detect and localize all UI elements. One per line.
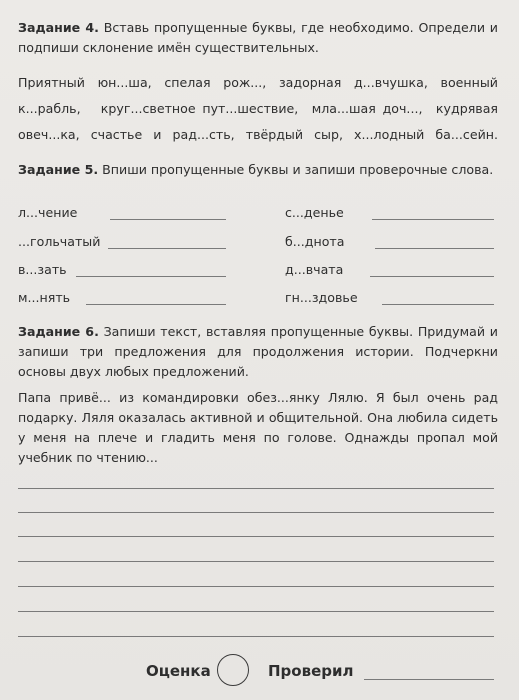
task5-right-word-1: с...денье <box>285 205 344 220</box>
task5-right-word-4: гн...здовье <box>285 290 358 305</box>
task5-label: Задание 5. <box>18 162 99 177</box>
task5-instruction <box>18 160 498 180</box>
grade-label: Оценка <box>146 662 211 680</box>
task5-left-word-2: ...гольчатый <box>18 234 101 249</box>
answer-line[interactable] <box>76 276 226 277</box>
task5-left-word-3: в...зать <box>18 262 67 277</box>
writing-line[interactable] <box>18 512 494 513</box>
task6-label: Задание 6. <box>18 324 99 339</box>
task4-text <box>18 70 498 148</box>
task4-text-line2: к...рабль, круг...светное пут...шествие, мла...шая доч..., кудрявая <box>18 101 498 116</box>
answer-line[interactable] <box>86 304 226 305</box>
answer-line[interactable] <box>370 276 494 277</box>
answer-line[interactable] <box>375 248 494 249</box>
grade-circle[interactable] <box>217 654 249 686</box>
task5-left-word-1: л...чение <box>18 205 78 220</box>
task6-instruction <box>18 322 498 382</box>
task5-right-word-3: д...вчата <box>285 262 344 277</box>
answer-line[interactable] <box>372 219 494 220</box>
task5-left-word-4: м...нять <box>18 290 71 305</box>
writing-line[interactable] <box>18 586 494 587</box>
footer <box>0 652 519 692</box>
task4-instruction <box>18 18 498 58</box>
task4-text-line1: Приятный юн...ша, спелая рож..., задорная д...вчушка, военный <box>18 75 498 90</box>
writing-line[interactable] <box>18 536 494 537</box>
answer-line[interactable] <box>382 304 494 305</box>
task6-text: Папа привё... из командировки обез...янку Лялю. Я был очень рад подарку. Ляля оказалась активной и общительной. Она любила сидеть у меня на плече и гладить меня по голове. Однажды пропал мой учебник по чтению... <box>18 390 498 465</box>
signature-line[interactable] <box>364 679 494 680</box>
task4-text-line3: овеч...ка, счастье и рад...сть, твёрдый сыр, х...лодный ба...сейн. <box>18 127 498 142</box>
task6-instruction-text: Запиши текст, вставляя пропущенные буквы. Придумай и запиши три предложения для продолжения истории. Подчеркни основы двух любых предложений. <box>18 324 498 379</box>
answer-line[interactable] <box>110 219 226 220</box>
task4-instruction-text: Вставь пропущенные буквы, где необходимо. Определи и подпиши склонение имён существительных. <box>18 20 498 55</box>
task5-instruction-text: Впиши пропущенные буквы и запиши проверочные слова. <box>102 162 494 177</box>
task5-right-word-2: б...днота <box>285 234 345 249</box>
writing-line[interactable] <box>18 561 494 562</box>
writing-line[interactable] <box>18 636 494 637</box>
checked-label: Проверил <box>268 662 354 680</box>
writing-line[interactable] <box>18 611 494 612</box>
answer-line[interactable] <box>108 248 226 249</box>
task4-label: Задание 4. <box>18 20 99 35</box>
writing-line[interactable] <box>18 488 494 489</box>
